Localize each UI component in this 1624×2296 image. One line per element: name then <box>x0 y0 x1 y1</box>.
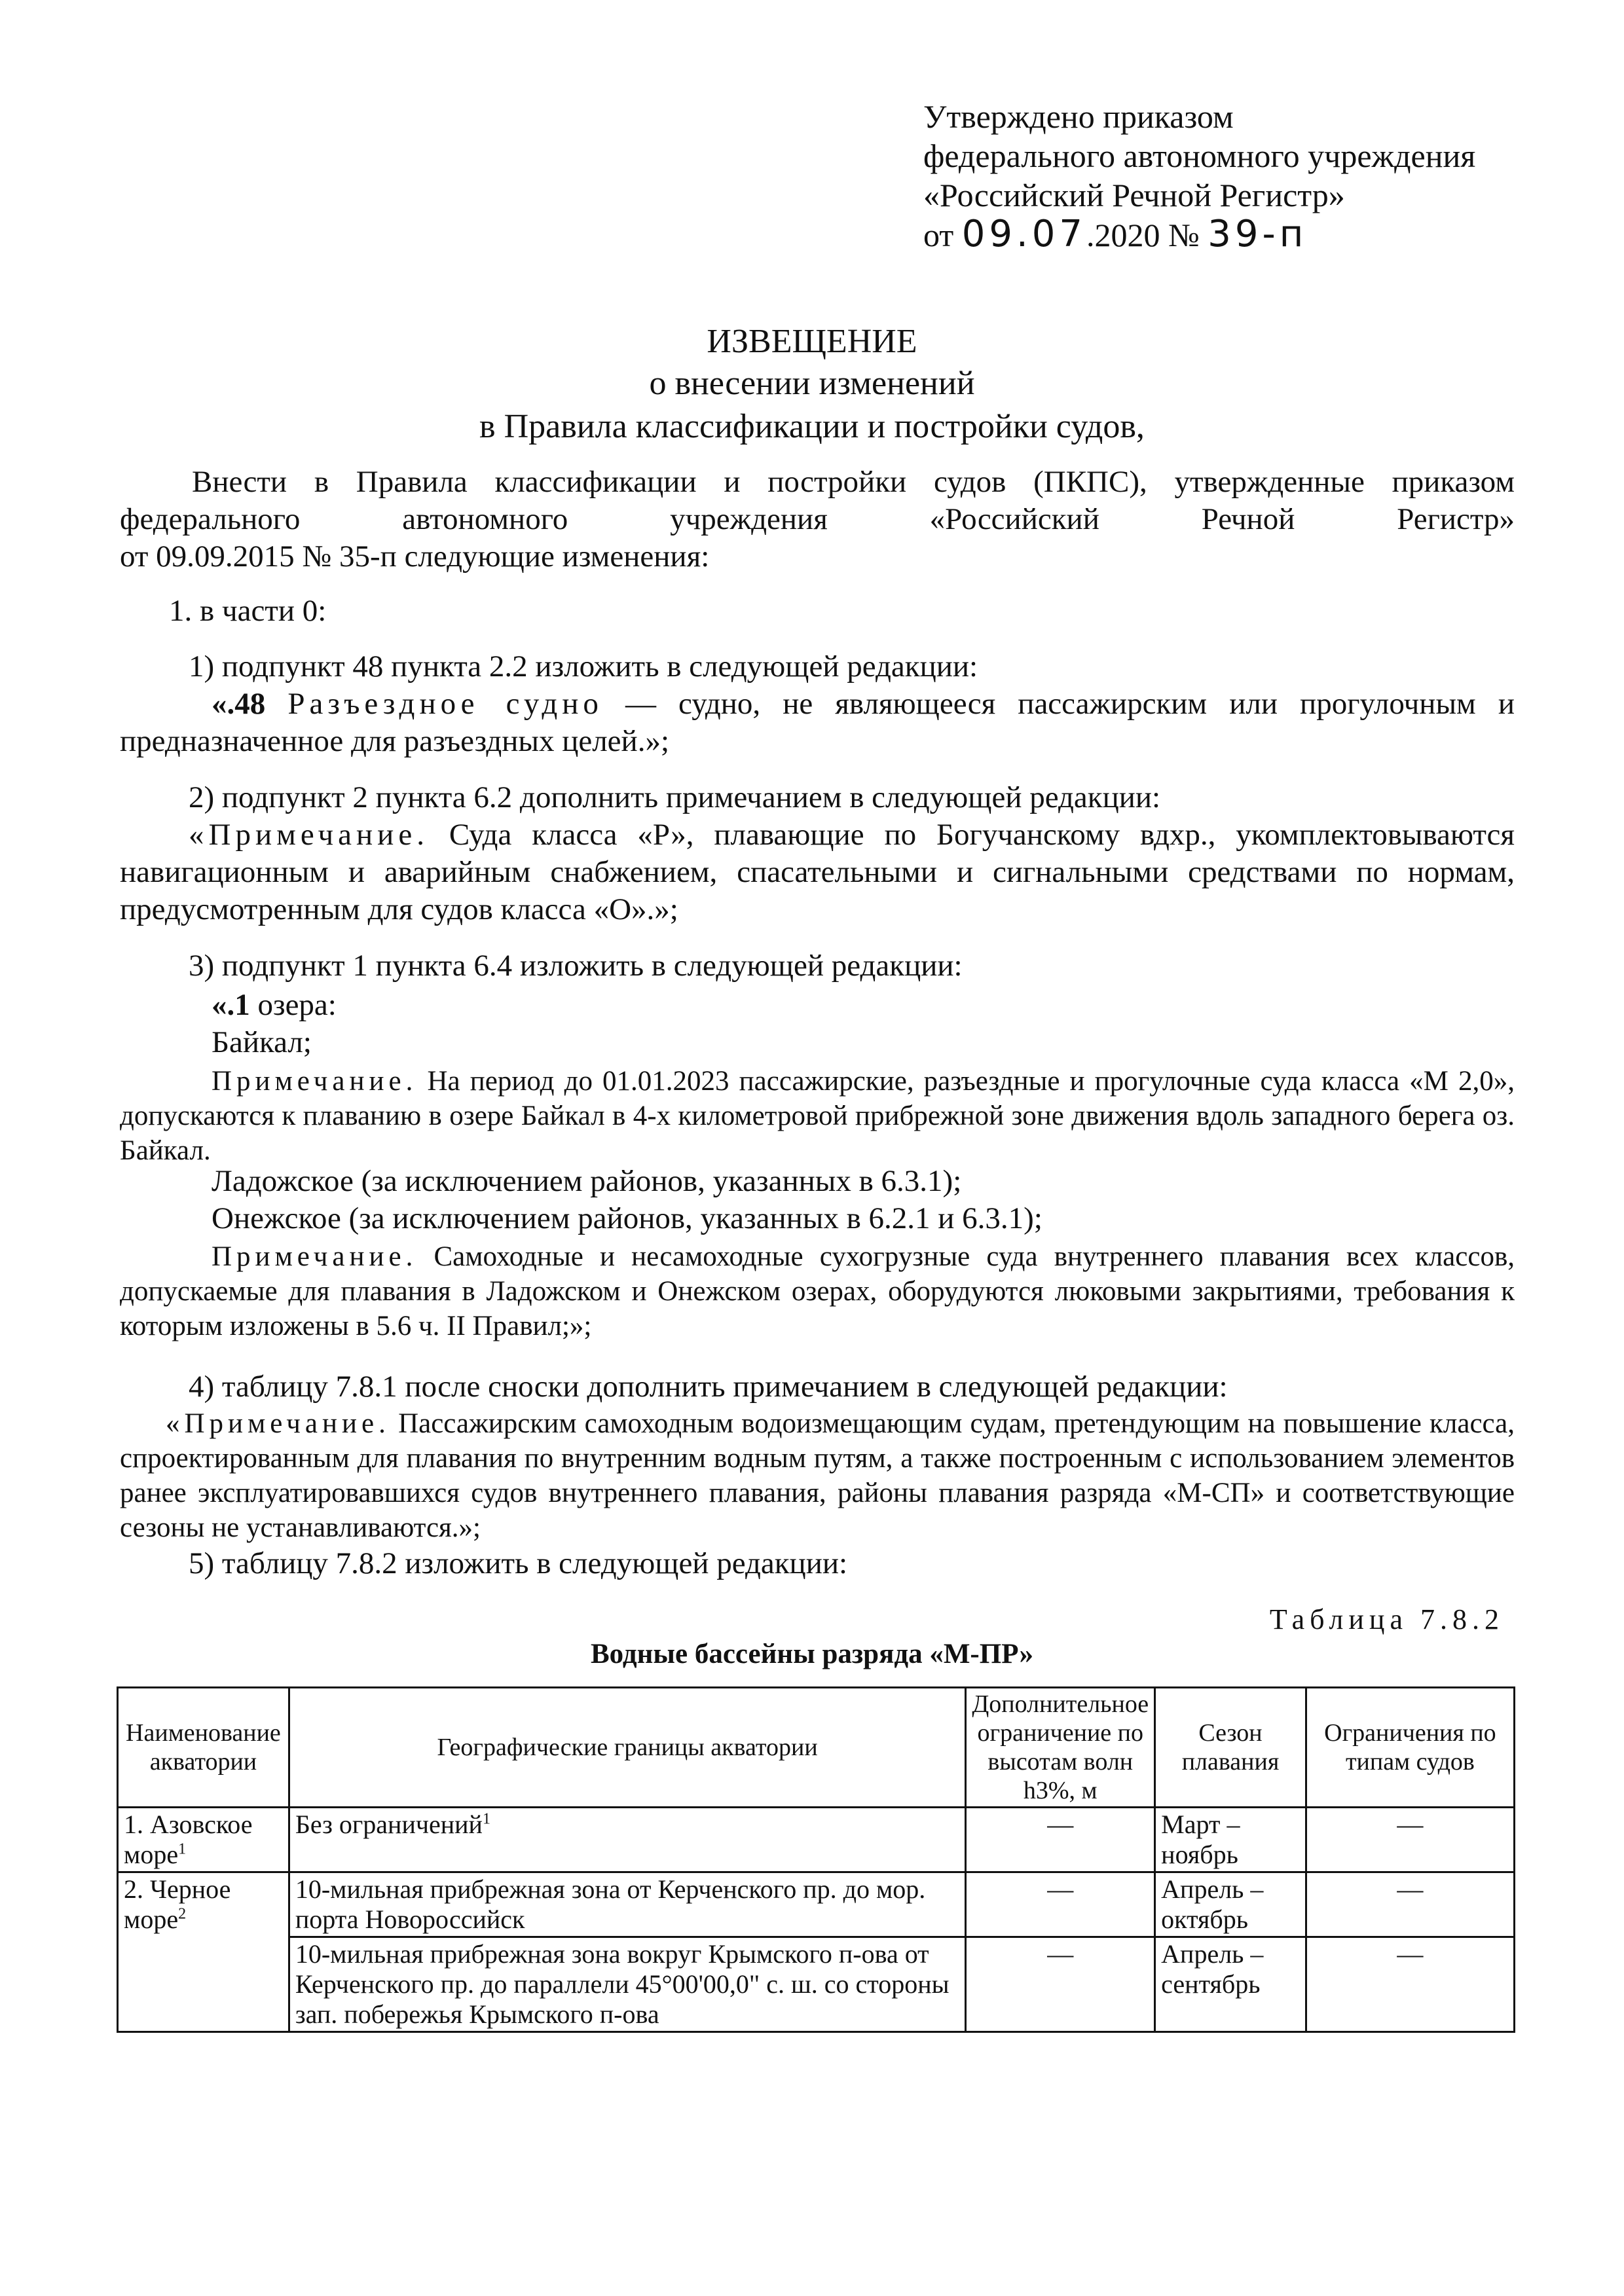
cell-bounds <box>289 1808 965 1872</box>
item-3-ladoga: Ладожское (за исключением районов, указанных в 6.3.1); <box>212 1164 962 1198</box>
cell-limits: — <box>1306 1808 1514 1872</box>
cell-name <box>118 1808 289 1872</box>
item-1-heading: 1) подпункт 48 пункта 2.2 изложить в следующей редакции: <box>189 649 978 683</box>
cell-name <box>118 1872 289 2032</box>
cell-limits: — <box>1306 1872 1514 1937</box>
item-3-note-2-text: Самоходные и несамоходные сухогрузные суда внутреннего плавания всех классов, допускаемые для плавания в Ладожском и Онежском озерах, оборудуются люковыми закрытиями, требования к которым изложены в 5.6 ч. II Правил;»; <box>120 1241 1515 1341</box>
item-3-note-2 <box>120 1239 1515 1343</box>
intro-line-2: федерального автономного учреждения «Российский Речной Регистр» <box>120 502 1515 536</box>
date-year: .2020 <box>1086 217 1160 253</box>
header-wave: Дополнительное ограничение по высотам волн h3%, м <box>966 1688 1155 1808</box>
item-3-number: «.1 <box>212 988 250 1022</box>
row-2-footnote: 2 <box>178 1905 187 1923</box>
item-3-note-1-text: На период до 01.01.2023 пассажирские, разъездные и прогулочные суда класса «М 2,0», допускаются к плаванию в озере Байкал в 4-х километровой прибрежной зоне движения вдоль западного берега оз. Байкал. <box>120 1066 1515 1166</box>
header-name: Наименование акватории <box>118 1688 289 1808</box>
item-1-definition: — судно, не являющееся пассажирским или прогулочным и предназначенное для разъездных целей.»; <box>120 687 1515 758</box>
number-sign: № <box>1168 217 1200 253</box>
cell-wave: — <box>966 1872 1155 1937</box>
item-3-lakes-label: озера: <box>249 988 337 1022</box>
approval-line-2: федерального автономного учреждения <box>923 137 1476 174</box>
document-subtitle-2: в Правила классификации и постройки судов, <box>479 408 1145 445</box>
item-2-text <box>120 816 1515 928</box>
basins-table <box>117 1686 1515 2033</box>
cell-season: Март – ноябрь <box>1155 1808 1306 1872</box>
row-1-bounds-footnote: 1 <box>482 1810 490 1828</box>
item-4-note-label: «Примечание. <box>166 1408 390 1439</box>
item-2-note-text: Суда класса «Р», плавающие по Богучанскому вдхр., укомплектовываются навигационным и аварийным снабжением, спасательными и сигнальными средствами по нормам, предусмотренным для судов класса «О».»; <box>120 818 1515 926</box>
cell-wave: — <box>966 1808 1155 1872</box>
document-heading: ИЗВЕЩЕНИЕ <box>707 323 917 360</box>
date-prefix: от <box>923 217 954 253</box>
cell-limits: — <box>1306 1937 1514 2032</box>
item-3-baikal: Байкал; <box>212 1025 312 1059</box>
item-3-note-2-label: Примечание. <box>212 1241 418 1272</box>
item-3-heading: 3) подпункт 1 пункта 6.4 изложить в следующей редакции: <box>189 949 963 983</box>
item-2-heading: 2) подпункт 2 пункта 6.2 дополнить примечанием в следующей редакции: <box>189 780 1161 814</box>
table-row <box>118 1808 1515 1872</box>
item-3-onega: Онежское (за исключением районов, указанных в 6.2.1 и 6.3.1); <box>212 1201 1043 1235</box>
row-1-name: 1. Азовское море <box>124 1810 253 1869</box>
handwritten-number: 39-п <box>1208 213 1308 255</box>
row-1-bounds: Без ограничений <box>295 1810 483 1839</box>
table-label: Таблица 7.8.2 <box>1269 1603 1504 1635</box>
item-4-heading: 4) таблицу 7.8.1 после сноски дополнить примечанием в следующей редакции: <box>189 1370 1228 1404</box>
item-4-text <box>120 1406 1515 1545</box>
table-row <box>118 1937 1515 2032</box>
header-limits: Ограничения по типам судов <box>1306 1688 1514 1808</box>
handwritten-date: 09.07 <box>961 213 1087 255</box>
approval-stamp <box>923 97 1552 255</box>
header-season: Сезон плавания <box>1155 1688 1306 1808</box>
part-heading: 1. в части 0: <box>169 594 327 628</box>
item-1-number: «.48 <box>212 687 266 721</box>
document-subtitle-1: о внесении изменений <box>649 365 975 402</box>
item-1-term: Разъездное судно <box>287 687 603 721</box>
table-title: Водные бассейны разряда «М-ПР» <box>590 1639 1034 1669</box>
intro-line-3: от 09.09.2015 № 35-п следующие изменения: <box>120 539 710 574</box>
approval-line-1: Утверждено приказом <box>923 98 1234 135</box>
cell-season: Апрель – октябрь <box>1155 1872 1306 1937</box>
row-1-footnote: 1 <box>178 1840 187 1858</box>
cell-season: Апрель – сентябрь <box>1155 1937 1306 2032</box>
item-3-lakes <box>120 987 1515 1024</box>
item-4-note-text: Пассажирским самоходным водоизмещающим судам, претендующим на повышение класса, спроектированным для плавания по внутренним водным путям, а также построенным с использованием элементов ранее эксплуатировавшихся судов внутреннего плавания, районы плавания разряда «М-СП» и соответствующие сезоны не устанавливаются.»; <box>120 1408 1515 1543</box>
row-2-name: 2. Черное море <box>124 1874 231 1934</box>
intro-paragraph <box>120 464 1515 575</box>
intro-line-1: Внести в Правила классификации и постройки судов (ПКПС), утвержденные приказом <box>192 465 1515 499</box>
approval-date-line <box>923 215 1552 255</box>
cell-bounds: 10-мильная прибрежная зона вокруг Крымского п-ова от Керченского пр. до параллели 45°00'00,0" с. ш. со стороны зап. побережья Крымского п-ова <box>289 1937 965 2032</box>
item-1-text <box>120 685 1515 760</box>
item-5-heading: 5) таблицу 7.8.2 изложить в следующей редакции: <box>189 1546 848 1580</box>
table-row <box>118 1872 1515 1937</box>
table-header-row <box>118 1688 1515 1808</box>
item-2-note-label: «Примечание. <box>189 818 429 852</box>
approval-line-3: «Российский Речной Регистр» <box>923 177 1345 213</box>
cell-wave: — <box>966 1937 1155 2032</box>
header-bounds: Географические границы акватории <box>289 1688 965 1808</box>
cell-bounds: 10-мильная прибрежная зона от Керченского пр. до мор. порта Новороссийск <box>289 1872 965 1937</box>
item-3-note-1-label: Примечание. <box>212 1066 418 1097</box>
item-3-note-1 <box>120 1064 1515 1168</box>
